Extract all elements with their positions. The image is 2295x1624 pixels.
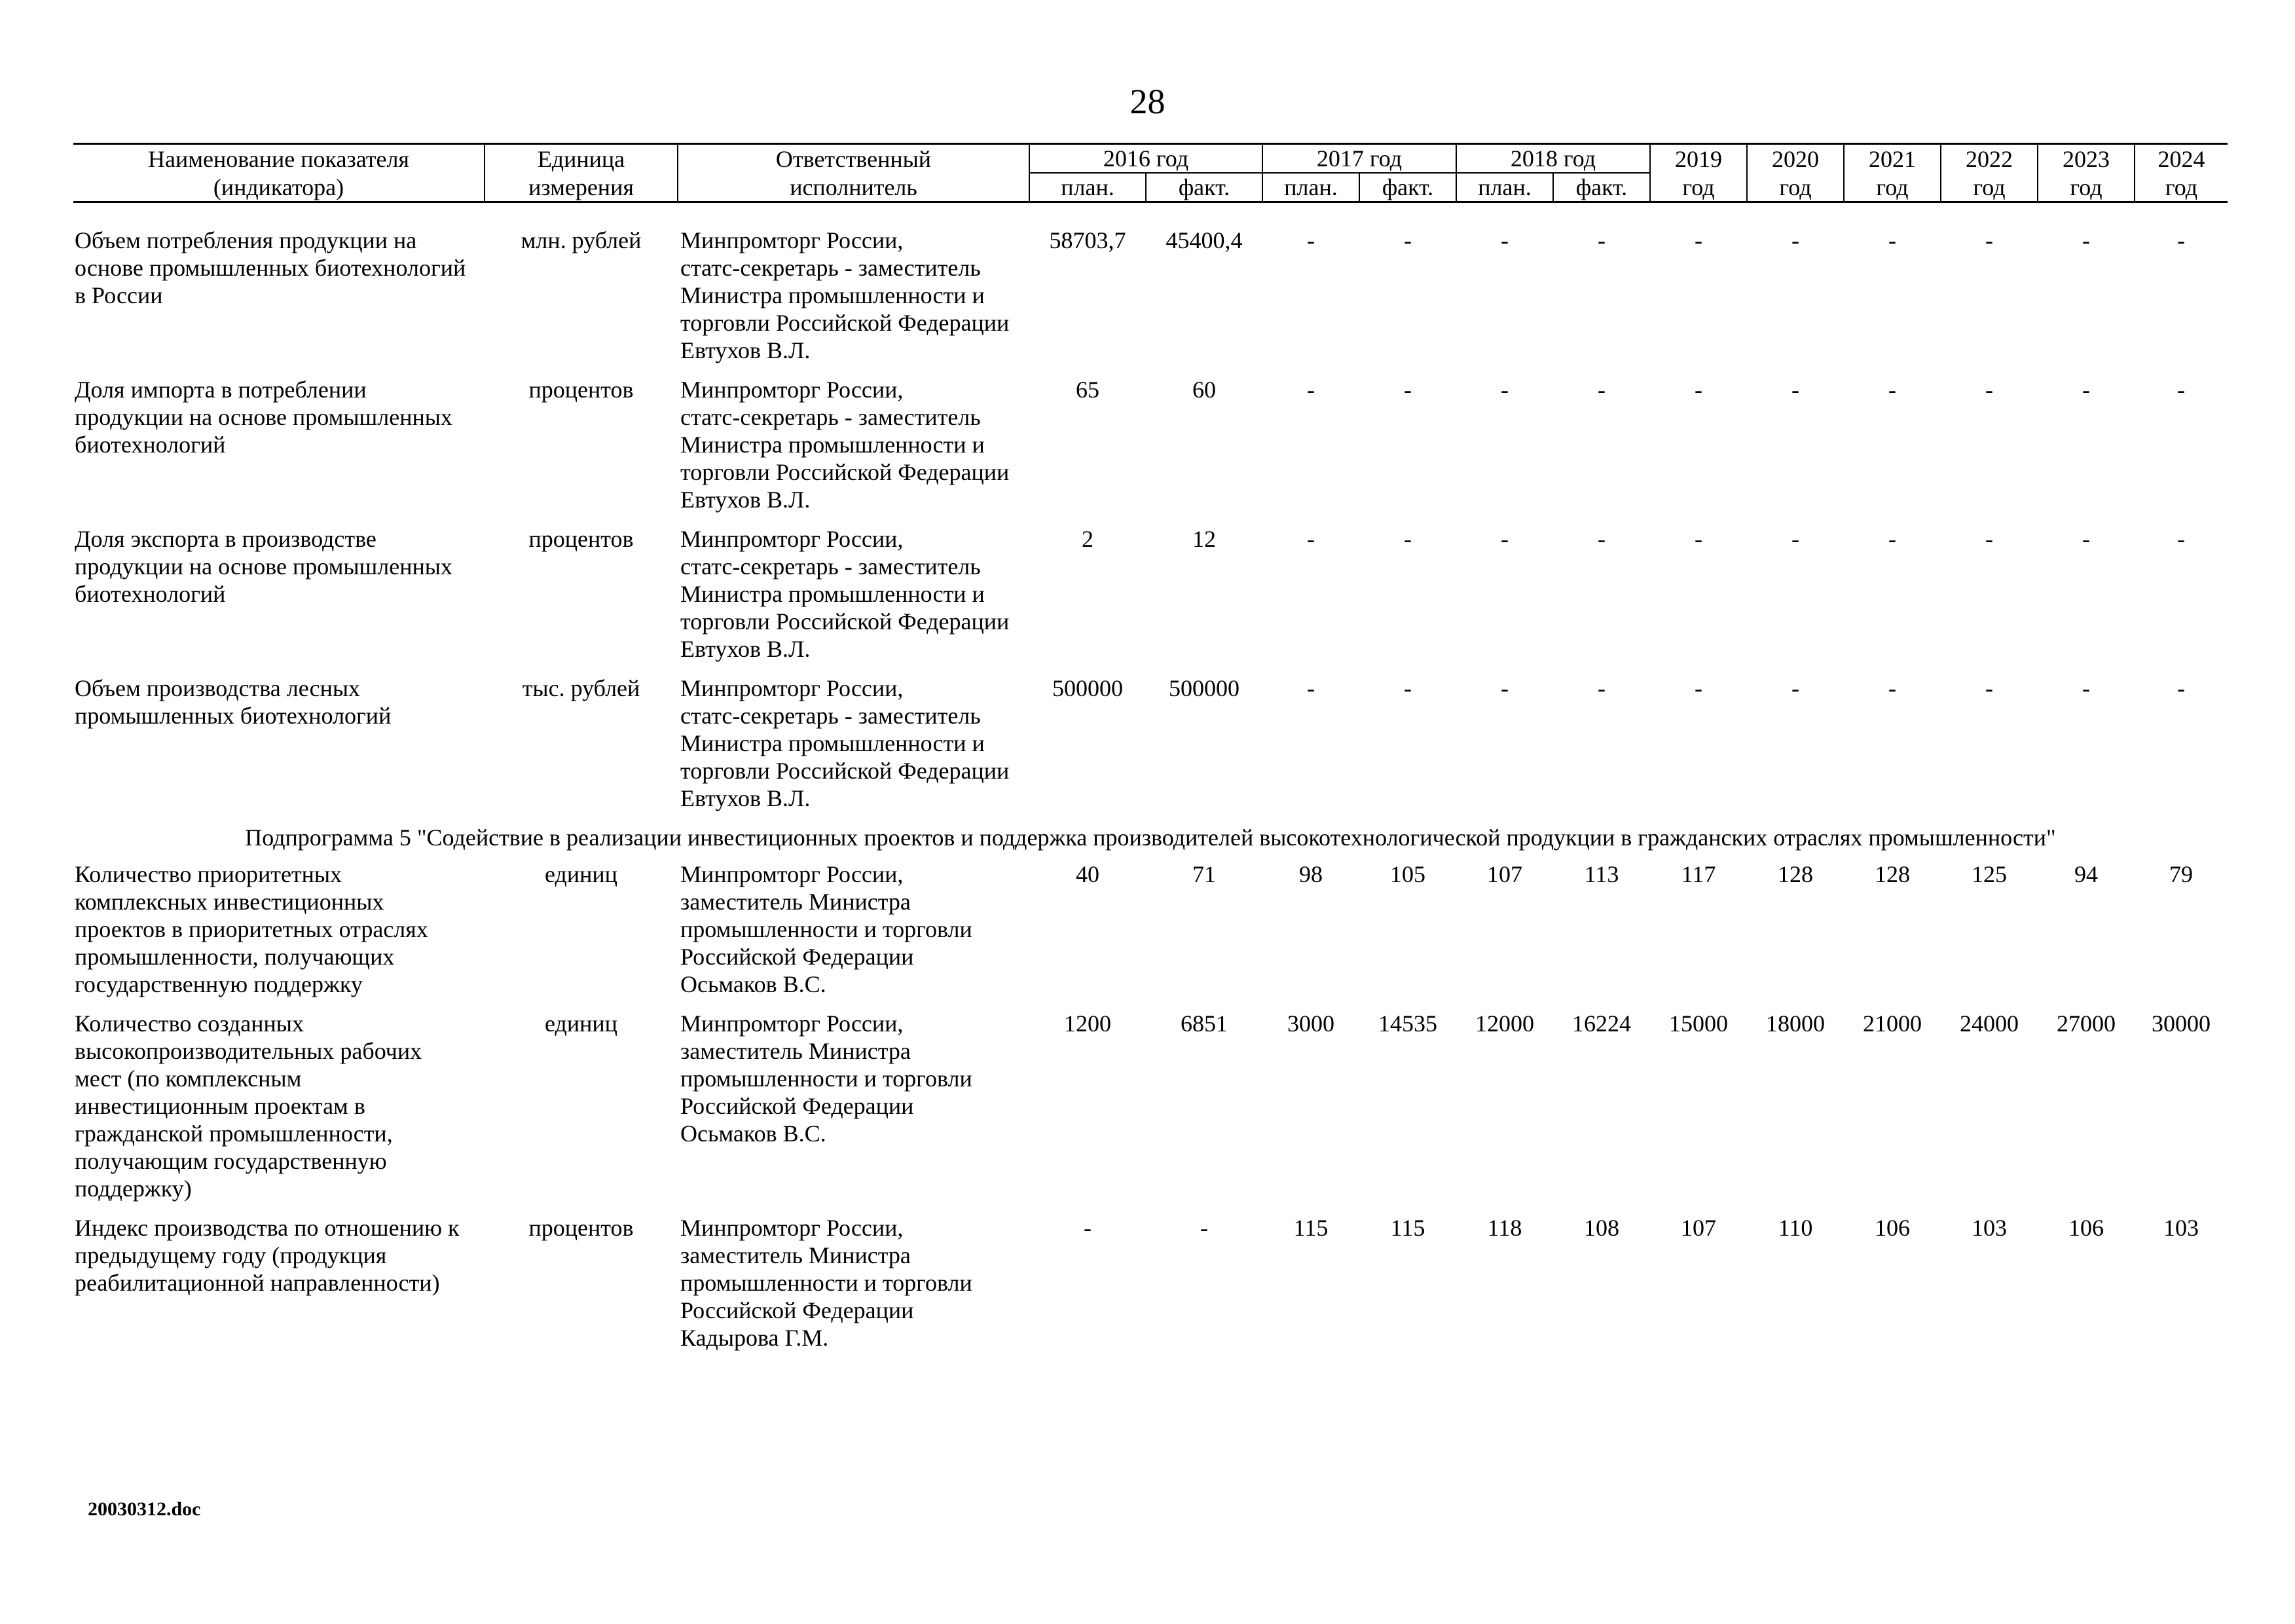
table-row [73, 525, 2228, 674]
value-2023: - [2082, 227, 2090, 253]
value-2024: - [2177, 227, 2185, 253]
value-2019: - [1695, 377, 1702, 403]
header-2018-plan: план. [1456, 173, 1553, 202]
footer-filename: 20030312.doc [88, 1498, 201, 1520]
value-2017-fact: - [1404, 526, 1412, 552]
header-2020: 2020 [1747, 144, 1844, 174]
header-2018: 2018 год [1456, 144, 1650, 174]
value-2019: 117 [1681, 861, 1716, 887]
value-2017-plan: - [1307, 675, 1315, 701]
header-2018-fact: факт. [1553, 173, 1650, 202]
value-2020: - [1791, 675, 1799, 701]
value-2023: 94 [2074, 861, 2098, 887]
value-2017-fact: - [1404, 377, 1412, 403]
value-2023: 27000 [2057, 1010, 2116, 1037]
indicator-name: Индекс производства по отношению к предыдущему году (продукция реабилитационной направленности) [75, 1215, 460, 1296]
value-2021: - [1888, 227, 1896, 253]
value-2018-fact: - [1598, 377, 1606, 403]
value-2017-plan: 98 [1299, 861, 1323, 887]
header-2020-god: год [1747, 173, 1844, 202]
page-number: 28 [1129, 82, 1166, 121]
value-2017-fact: - [1404, 227, 1412, 253]
header-2021-god: год [1844, 173, 1941, 202]
value-2017-plan: - [1307, 227, 1315, 253]
value-2016-fact: 500000 [1169, 675, 1239, 701]
indicator-name: Доля экспорта в производстве продукции на основе промышленных биотехнологий [75, 526, 452, 607]
responsible-cell: Минпромторг России, статс-секретарь - заместитель Министра промышленности и торговли Российской Федерации Евтухов В.Л. [680, 377, 1010, 513]
value-2016-fact: - [1200, 1215, 1208, 1241]
value-2021: - [1888, 377, 1896, 403]
value-2019: 107 [1681, 1215, 1716, 1241]
value-2016-plan: - [1084, 1215, 1092, 1241]
value-2016-plan: 1200 [1064, 1010, 1111, 1037]
value-2020: - [1791, 526, 1799, 552]
value-2021: - [1888, 526, 1896, 552]
indicator-name: Количество приоритетных комплексных инвестиционных проектов в приоритетных отраслях промышленности, получающих государственную поддержку [75, 861, 428, 997]
value-2024: - [2177, 675, 2185, 701]
header-spacer [73, 202, 2228, 227]
unit-cell: процентов [528, 1215, 634, 1241]
unit-cell: млн. рублей [521, 227, 642, 253]
value-2018-plan: 107 [1487, 861, 1522, 887]
value-2017-fact: 105 [1390, 861, 1425, 887]
unit-cell: процентов [528, 377, 634, 403]
header-2017-fact: факт. [1359, 173, 1456, 202]
value-2021: 21000 [1863, 1010, 1922, 1037]
unit-cell: единиц [545, 861, 617, 887]
value-2018-fact: 16224 [1572, 1010, 1631, 1037]
table-row [73, 376, 2228, 525]
value-2022: 125 [1972, 861, 2007, 887]
header-2022-god: год [1941, 173, 2038, 202]
value-2017-fact: 115 [1390, 1215, 1425, 1241]
value-2018-plan: - [1501, 227, 1509, 253]
indicator-name: Объем производства лесных промышленных биотехнологий [75, 675, 392, 729]
value-2020: - [1791, 227, 1799, 253]
unit-cell: процентов [528, 526, 634, 552]
value-2018-plan: - [1501, 377, 1509, 403]
header-2017-plan: план. [1262, 173, 1359, 202]
table-row [73, 1010, 2228, 1214]
value-2017-plan: - [1307, 526, 1315, 552]
value-2016-plan: 58703,7 [1049, 227, 1126, 253]
value-2021: 128 [1875, 861, 1910, 887]
value-2022: - [1985, 526, 1993, 552]
value-2018-fact: 108 [1584, 1215, 1619, 1241]
value-2024: 30000 [2152, 1010, 2211, 1037]
value-2016-plan: 65 [1076, 377, 1099, 403]
value-2024: 103 [2163, 1215, 2199, 1241]
unit-cell: единиц [545, 1010, 617, 1037]
header-unit-2: измерения [485, 173, 678, 202]
value-2022: - [1985, 377, 1993, 403]
responsible-cell: Минпромторг России, заместитель Министра промышленности и торговли Российской Федерации Осьмаков В.С. [680, 861, 972, 997]
header-name-2: (индикатора) [73, 173, 485, 202]
header-2024: 2024 [2135, 144, 2228, 174]
value-2016-plan: 500000 [1052, 675, 1123, 701]
value-2024: - [2177, 377, 2185, 403]
value-2018-fact: - [1598, 227, 1606, 253]
responsible-cell: Минпромторг России, заместитель Министра промышленности и торговли Российской Федерации Осьмаков В.С. [680, 1010, 972, 1147]
value-2020: 128 [1778, 861, 1813, 887]
table-row [73, 227, 2228, 376]
value-2018-plan: - [1501, 675, 1509, 701]
value-2023: - [2082, 526, 2090, 552]
value-2020: 18000 [1766, 1010, 1825, 1037]
table-row [73, 1214, 2228, 1363]
responsible-cell: Минпромторг России, статс-секретарь - заместитель Министра промышленности и торговли Российской Федерации Евтухов В.Л. [680, 227, 1010, 363]
value-2022: - [1985, 227, 1993, 253]
header-2017: 2017 год [1262, 144, 1456, 174]
header-2022: 2022 [1941, 144, 2038, 174]
value-2019: - [1695, 526, 1702, 552]
value-2017-fact: - [1404, 675, 1412, 701]
value-2022: - [1985, 675, 1993, 701]
table-header [73, 144, 2228, 202]
value-2017-fact: 14535 [1378, 1010, 1437, 1037]
indicator-name: Количество созданных высокопроизводительных рабочих мест (по комплексным инвестиционным проектам в гражданской промышленности, получающим государственную поддержку) [75, 1010, 422, 1202]
header-resp-2: исполнитель [678, 173, 1029, 202]
value-2018-fact: - [1598, 675, 1606, 701]
header-name-1: Наименование показателя [73, 144, 485, 174]
indicator-name: Объем потребления продукции на основе промышленных биотехнологий в России [75, 227, 466, 308]
value-2024: 79 [2169, 861, 2193, 887]
responsible-cell: Минпромторг России, заместитель Министра промышленности и торговли Российской Федерации Кадырова Г.М. [680, 1215, 972, 1351]
value-2018-plan: 12000 [1475, 1010, 1534, 1037]
header-2019: 2019 [1650, 144, 1747, 174]
value-2016-fact: 71 [1192, 861, 1216, 887]
header-2024-god: год [2135, 173, 2228, 202]
value-2023: - [2082, 675, 2090, 701]
responsible-cell: Минпромторг России, статс-секретарь - заместитель Министра промышленности и торговли Российской Федерации Евтухов В.Л. [680, 675, 1010, 811]
subprogram-title: Подпрограмма 5 "Содействие в реализации инвестиционных проектов и поддержка производителей высокотехнологической продукции в гражданских отраслях промышленности" [245, 824, 2056, 851]
value-2018-plan: - [1501, 526, 1509, 552]
value-2020: 110 [1778, 1215, 1813, 1241]
value-2020: - [1791, 377, 1799, 403]
value-2019: 15000 [1669, 1010, 1728, 1037]
responsible-cell: Минпромторг России, статс-секретарь - заместитель Министра промышленности и торговли Российской Федерации Евтухов В.Л. [680, 526, 1010, 662]
header-2016: 2016 год [1029, 144, 1262, 174]
indicators-table [73, 143, 2228, 1363]
value-2016-fact: 60 [1192, 377, 1216, 403]
value-2023: - [2082, 377, 2090, 403]
value-2016-fact: 6851 [1181, 1010, 1228, 1037]
value-2018-plan: 118 [1487, 1215, 1522, 1241]
header-2019-god: год [1650, 173, 1747, 202]
value-2022: 24000 [1960, 1010, 2019, 1037]
header-2023: 2023 [2038, 144, 2135, 174]
value-2022: 103 [1972, 1215, 2007, 1241]
header-2016-fact: факт. [1146, 173, 1262, 202]
indicator-name: Доля импорта в потреблении продукции на основе промышленных биотехнологий [75, 377, 452, 458]
unit-cell: тыс. рублей [522, 675, 640, 701]
header-resp-1: Ответственный [678, 144, 1029, 174]
header-2023-god: год [2038, 173, 2135, 202]
header-2016-plan: план. [1029, 173, 1146, 202]
value-2017-plan: 115 [1293, 1215, 1329, 1241]
value-2018-fact: 113 [1584, 861, 1619, 887]
value-2016-plan: 40 [1076, 861, 1099, 887]
value-2021: - [1888, 675, 1896, 701]
table-row [73, 860, 2228, 1010]
table-row [73, 674, 2228, 824]
header-2021: 2021 [1844, 144, 1941, 174]
value-2017-plan: - [1307, 377, 1315, 403]
value-2021: 106 [1875, 1215, 1910, 1241]
value-2016-fact: 12 [1192, 526, 1216, 552]
value-2024: - [2177, 526, 2185, 552]
value-2017-plan: 3000 [1287, 1010, 1334, 1037]
value-2023: 106 [2068, 1215, 2104, 1241]
value-2016-plan: 2 [1082, 526, 1093, 552]
value-2019: - [1695, 675, 1702, 701]
value-2018-fact: - [1598, 526, 1606, 552]
value-2016-fact: 45400,4 [1166, 227, 1243, 253]
value-2019: - [1695, 227, 1702, 253]
header-unit-1: Единица [485, 144, 678, 174]
